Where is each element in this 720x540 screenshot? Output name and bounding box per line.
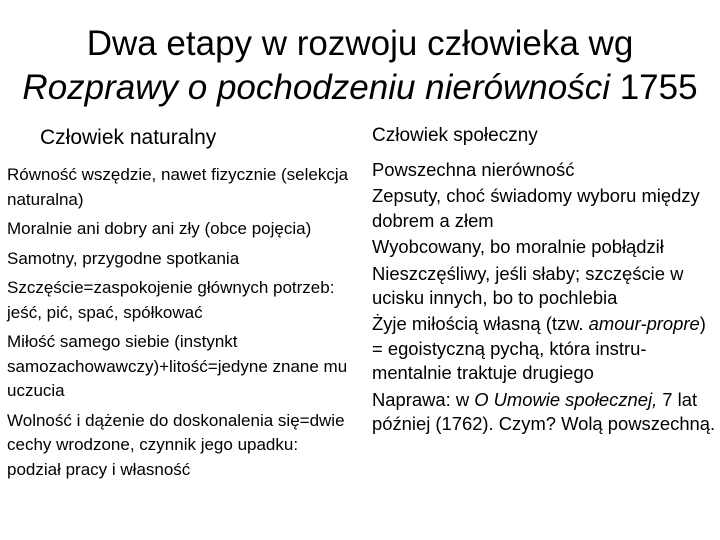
right-item: Zepsuty, choć świadomy wyboru między dobrem a złem (372, 185, 700, 231)
left-item: Szczęście=zaspokojenie głównych potrzeb: jeść, pić, spać, spółkować (7, 278, 335, 322)
left-item: Miłość samego siebie (instynkt samozachowawczy)+litość=jedyne znane mu uczucia (7, 332, 348, 400)
right-item-italic: amour-propre (588, 313, 700, 335)
title-line-2 (0, 66, 720, 110)
right-item: Wyobcowany, bo moralnie pobłądził (372, 236, 664, 258)
right-item-italic: O Umowie społecznej, (474, 388, 658, 410)
slide-title (0, 22, 720, 110)
right-item-text: Naprawa: w (372, 388, 475, 410)
right-column-body (372, 158, 717, 438)
right-item-text: 7 lat później (1762). Czym? Wolą powszechną. (372, 388, 716, 435)
left-item: Równość wszędzie, nawet fizycznie (selekcja naturalna) (7, 165, 349, 209)
right-column-heading: Człowiek społeczny (372, 125, 538, 146)
title-book-name: Rozprawy o pochodzeniu nierówności (22, 68, 610, 107)
left-column-body (7, 163, 352, 487)
left-item: Moralnie ani dobry ani zły (obce pojęcia) (7, 219, 312, 238)
right-item-amour-propre (372, 312, 717, 385)
right-item-text: Żyje miłością własną (tzw. (372, 313, 589, 335)
right-item: Nieszczęśliwy, jeśli słaby; szczęście w ucisku innych, bo to pochlebia (372, 262, 684, 309)
left-column-heading: Człowiek naturalny (40, 126, 217, 149)
right-item: Powszechna nierówność (372, 159, 575, 180)
left-item: Samotny, przygodne spotkania (7, 248, 240, 268)
left-item: Wolność i dążenie do doskonalenia się=dwie cechy wrodzone, czynnik jego upadku: podział pracy i własność (7, 410, 345, 479)
title-line-1: Dwa etapy w rozwoju człowieka wg (86, 24, 634, 63)
right-item-naprawa (372, 388, 717, 437)
right-item-text: ) = egoistyczną pychą, która instru-mentalnie traktuje drugiego (372, 313, 706, 384)
title-year: 1755 (609, 68, 698, 107)
